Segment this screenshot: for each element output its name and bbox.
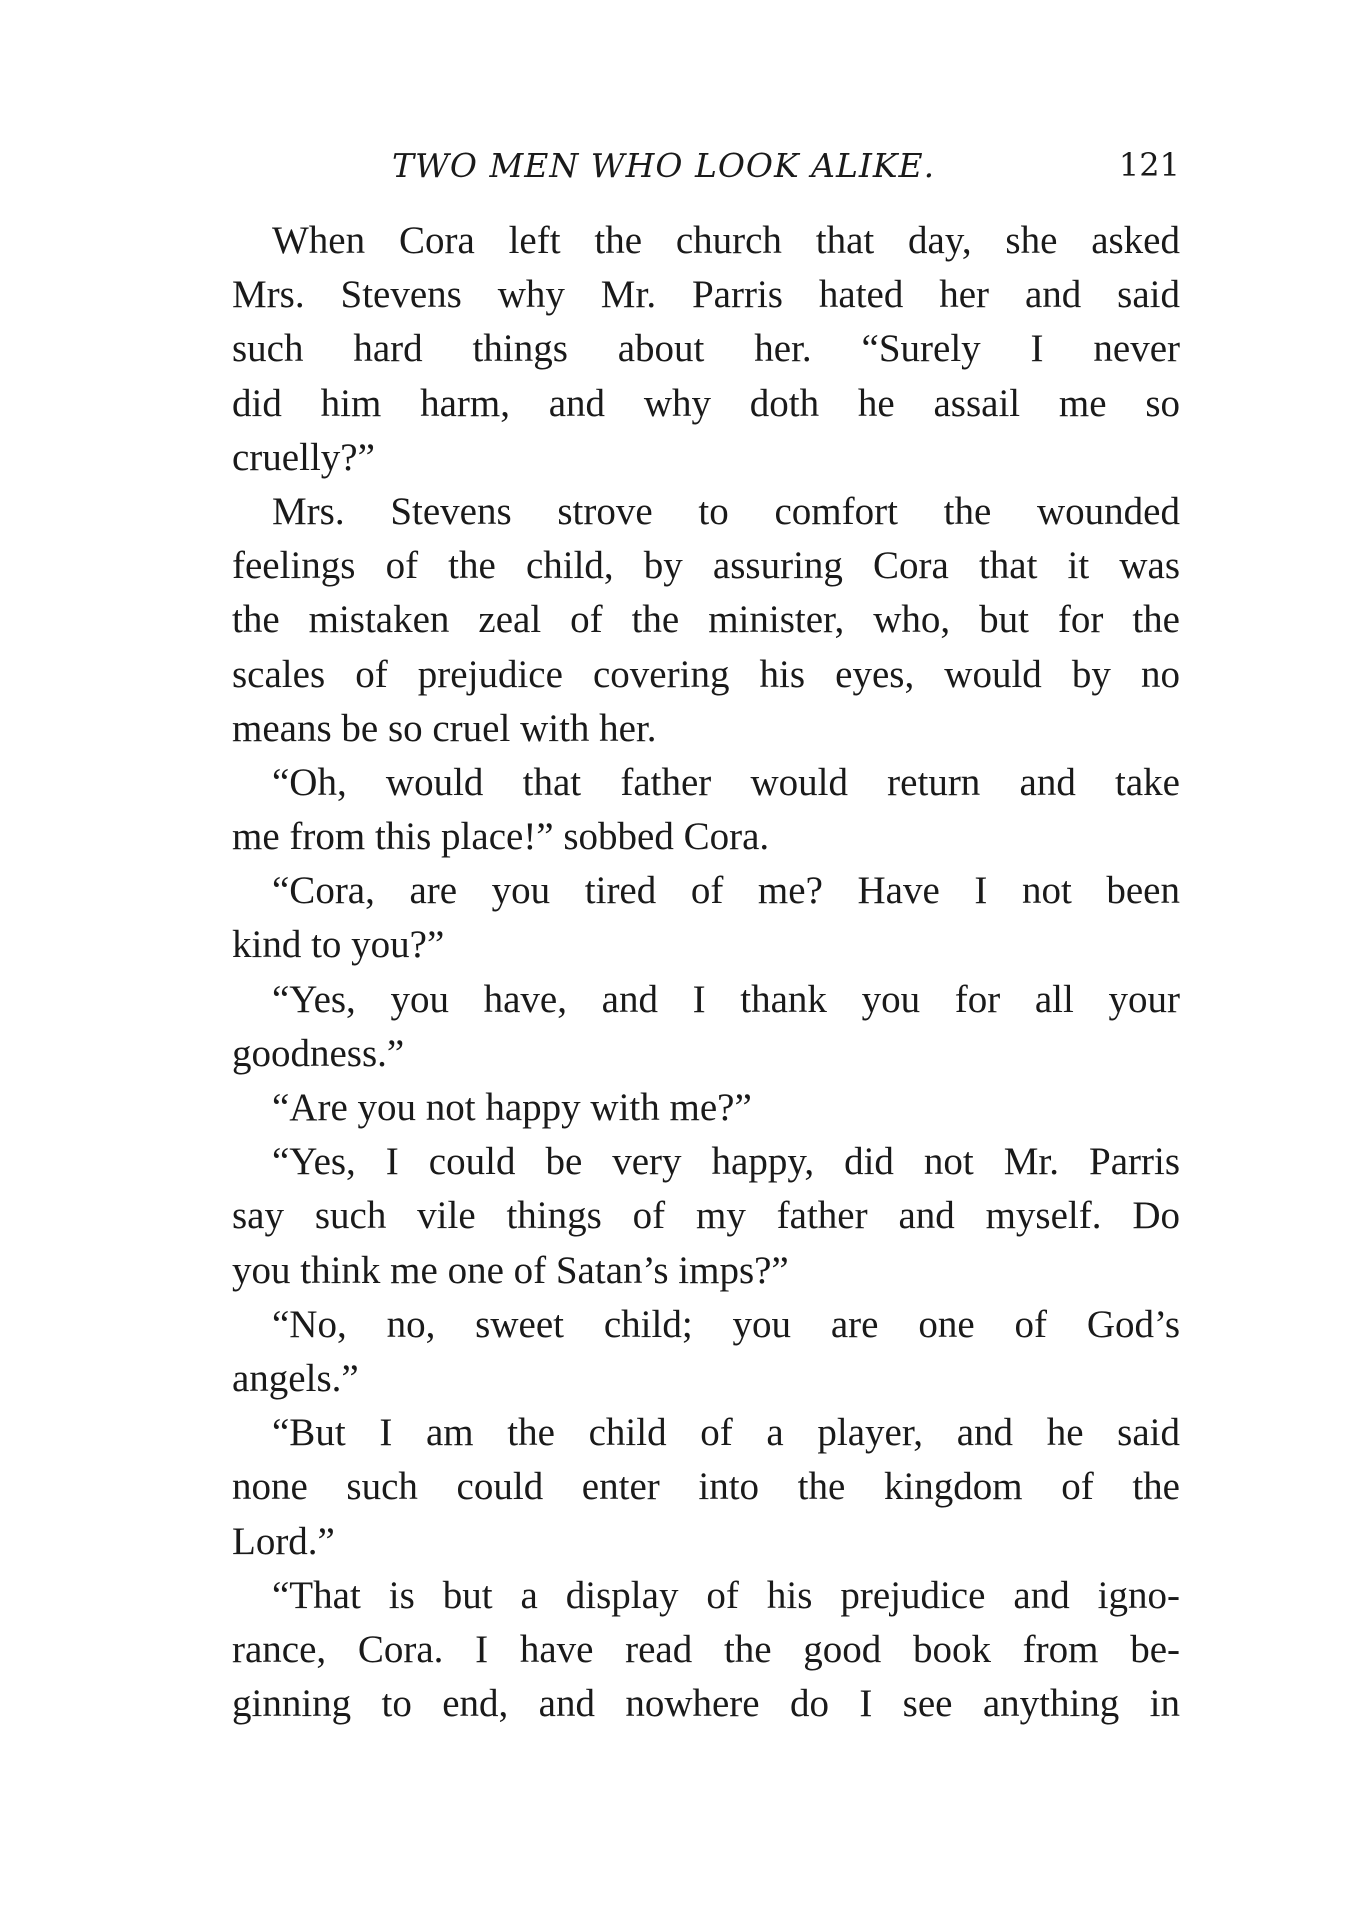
text-line: did him harm, and why doth he assail me so: [232, 381, 1180, 425]
text-line: “Cora, are you tired of me? Have I not been: [272, 869, 1180, 913]
text-line: When Cora left the church that day, she asked: [272, 219, 1180, 262]
running-head: [232, 140, 1180, 200]
text-line: rance, Cora. I have read the good book from be-: [232, 1627, 1180, 1671]
text-line: “No, no, sweet child; you are one of God’s: [272, 1302, 1180, 1346]
text-line: Mrs. Stevens why Mr. Parris hated her and said: [232, 273, 1180, 317]
text-line: you think me one of Satan’s imps?”: [232, 1248, 789, 1292]
page-number: 121: [1118, 146, 1180, 184]
text-line: Lord.”: [232, 1519, 335, 1563]
text-line: kind to you?”: [232, 923, 445, 967]
text-line: scales of prejudice covering his eyes, would by no: [232, 652, 1180, 696]
text-line: angels.”: [232, 1356, 359, 1400]
text-line: “But I am the child of a player, and he said: [272, 1411, 1180, 1455]
text-line: “Yes, you have, and I thank you for all your: [272, 977, 1180, 1021]
text-line: “Oh, would that father would return and take: [272, 760, 1180, 804]
text-line: such hard things about her. “Surely I never: [232, 327, 1180, 371]
running-title: TWO MEN WHO LOOK ALIKE.: [392, 146, 936, 185]
text-line: Mrs. Stevens strove to comfort the wounded: [272, 489, 1180, 533]
text-line: none such could enter into the kingdom of the: [232, 1465, 1180, 1509]
text-line: cruelly?”: [232, 435, 375, 479]
text-line: say such vile things of my father and myself. Do: [232, 1194, 1180, 1238]
text-line: feelings of the child, by assuring Cora that it was: [232, 544, 1180, 588]
text-line: “Yes, I could be very happy, did not Mr. Parris: [272, 1140, 1180, 1184]
text-line: goodness.”: [232, 1031, 405, 1075]
text-line: “That is but a display of his prejudice and igno-: [272, 1573, 1180, 1617]
text-line: the mistaken zeal of the minister, who, but for the: [232, 598, 1180, 642]
text-line: “Are you not happy with me?”: [272, 1086, 752, 1129]
text-line: me from this place!” sobbed Cora.: [232, 815, 770, 859]
text-line: means be so cruel with her.: [232, 706, 657, 750]
text-line: ginning to end, and nowhere do I see anything in: [232, 1682, 1180, 1726]
body-text: [232, 214, 1180, 1731]
